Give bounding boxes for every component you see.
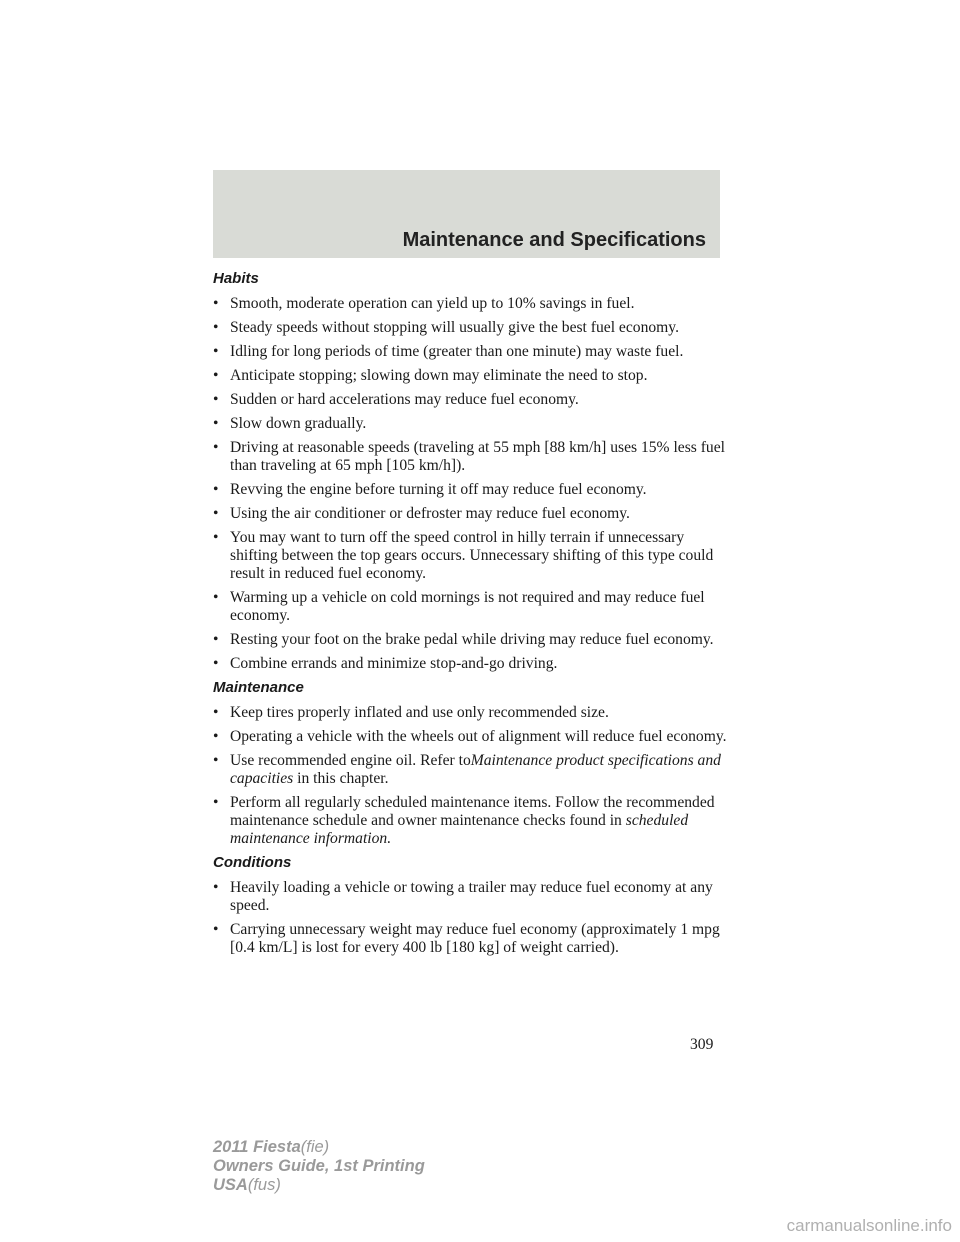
bullet-icon: • [213,343,219,360]
page-number: 309 [690,1036,714,1053]
bullet-icon: • [213,921,219,938]
maintenance-list [213,704,733,848]
cross-reference-link: scheduled maintenance information. [230,812,689,847]
bullet-icon: • [213,631,219,648]
bullet-icon: • [213,529,219,546]
list-item: • You may want to turn off the speed control in hilly terrain if unnecessary shifting between the top gears occurs. Unnecessary shifting of this type could result in reduced fuel economy. [213,529,714,582]
list-item: • Steady speeds without stopping will usually give the best fuel economy. [213,319,679,336]
list-item: • Heavily loading a vehicle or towing a trailer may reduce fuel economy at any speed. [213,879,713,914]
list-item: • Resting your foot on the brake pedal while driving may reduce fuel economy. [213,631,714,648]
bullet-icon: • [213,589,219,606]
watermark: carmanualsonline.info [786,1216,952,1235]
conditions-heading: Conditions [213,854,292,871]
bullet-icon: • [213,439,219,456]
list-item: • Use recommended engine oil. Refer toMaintenance product specifications and capacities in this chapter. [213,752,721,787]
bullet-icon: • [213,505,219,522]
list-item: • Keep tires properly inflated and use only recommended size. [213,704,609,721]
list-item: • Perform all regularly scheduled maintenance items. Follow the recommended maintenance schedule and owner maintenance checks found in scheduled maintenance information. [213,794,715,847]
bullet-icon: • [213,367,219,384]
bullet-icon: • [213,879,219,896]
list-item: • Idling for long periods of time (greater than one minute) may waste fuel. [213,343,684,360]
list-item: • Anticipate stopping; slowing down may eliminate the need to stop. [213,367,648,384]
list-item: • Smooth, moderate operation can yield up to 10% savings in fuel. [213,295,635,312]
bullet-icon: • [213,752,219,769]
list-item: • Using the air conditioner or defroster may reduce fuel economy. [213,505,630,522]
conditions-list [213,879,733,957]
bullet-icon: • [213,415,219,432]
list-item: • Combine errands and minimize stop-and-go driving. [213,655,558,672]
list-item: • Warming up a vehicle on cold mornings is not required and may reduce fuel economy. [213,589,705,624]
footer-market-line: USA(fus) [213,1176,281,1194]
list-item: • Carrying unnecessary weight may reduce fuel economy (approximately 1 mpg [0.4 km/L] is lost for every 400 lb [180 kg] of weight carried). [213,921,720,956]
header-title: Maintenance and Specifications [402,229,706,251]
page-content [213,270,733,963]
bullet-icon: • [213,655,219,672]
header-band [213,170,720,258]
bullet-icon: • [213,295,219,312]
list-item: • Driving at reasonable speeds (traveling at 55 mph [88 km/h] uses 15% less fuel than traveling at 65 mph [105 km/h]). [213,439,725,474]
bullet-icon: • [213,481,219,498]
cross-reference-link: Maintenance product specifications and capacities [230,752,721,787]
habits-list [213,295,733,673]
list-item: • Operating a vehicle with the wheels out of alignment will reduce fuel economy. [213,728,727,745]
footer-model-line: 2011 Fiesta(fie) [213,1138,330,1156]
list-item: • Slow down gradually. [213,415,367,432]
maintenance-heading: Maintenance [213,679,304,696]
bullet-icon: • [213,728,219,745]
bullet-icon: • [213,794,219,811]
habits-heading: Habits [213,270,259,287]
list-item: • Sudden or hard accelerations may reduce fuel economy. [213,391,579,408]
footer-guide-line: Owners Guide, 1st Printing [213,1157,425,1175]
bullet-icon: • [213,704,219,721]
document-footer [213,1138,425,1195]
bullet-icon: • [213,319,219,336]
list-item: • Revving the engine before turning it off may reduce fuel economy. [213,481,647,498]
bullet-icon: • [213,391,219,408]
